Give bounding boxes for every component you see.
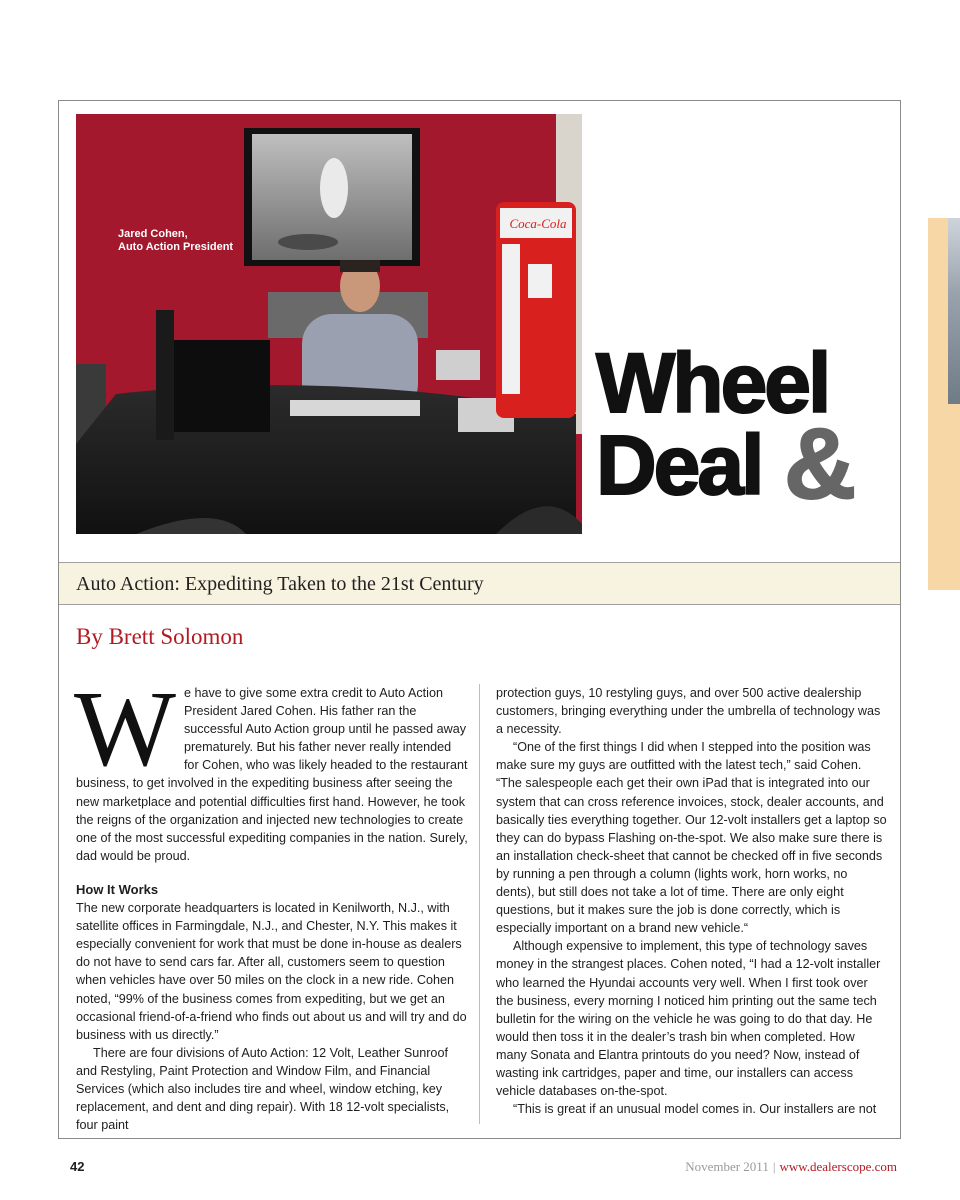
paragraph-7: “This is great if an unusual model comes in. Our installers are not (513, 1102, 877, 1117)
paragraph-6: Although expensive to implement, this type of technology saves money in the strangest places. Cohen noted, “I had a 12-volt installer who learned the Hyundai accounts very well. When I first took over the business, every morning I noticed him printing out the same tech bulletin for the wiring on the vehicle he was going to do that day. He would then toss it in the dealer’s trash bin when completed. How many Sonata and Elantra printouts do you need? Now, instead of wasting ink cartridges, paper and time, our installers can access vehicle databases on-the-spot. (496, 939, 881, 1099)
article-column-right (496, 684, 888, 1118)
paragraph-5: “One of the first things I did when I stepped into the position was make sure my guys are outfitted with the latest tech,” said Cohen. “The salespeople each get their own iPad that is integrated into our system that can cross reference invoices, stock, dealer accounts, and basically ties everything together. Our 12-volt installers get a laptop so they can do bypass Flashing on-the-spot. We also make sure there is an installation check-sheet that cannot be checked off in five seconds by running a pen through a column (lights work, horn works, no dents), but still does not take a lot of time. There are only eight questions, but it makes sure the job is done correctly, which is especially important on a brand new vehicle.“ (496, 740, 887, 936)
adjacent-page-photo (948, 218, 960, 404)
paragraph-4: protection guys, 10 restyling guys, and over 500 active dealership customers, bringing everything under the umbrella of technology was a necessity. (496, 686, 881, 737)
footer-info (685, 1159, 897, 1175)
byline: By Brett Solomon (76, 624, 244, 649)
paragraph-3: There are four divisions of Auto Action: 12 Volt, Leather Sunroof and Restyling, Paint Protection and Window Film, and Financial Services (which also includes tire and wheel, window etching, key replacement, and dent and ding repair). With 18 12-volt specialists, four paint (76, 1045, 450, 1133)
drop-cap: W (74, 670, 176, 789)
footer-date: November 2011 (685, 1159, 769, 1174)
title-line-2: Deal (596, 418, 762, 512)
adjacent-page-strip (928, 218, 960, 590)
paragraph-2: The new corporate headquarters is located in Kenilworth, N.J., with satellite offices in Farmingdale, N.J., and Chester, N.Y. This makes it especially convenient for work that must be done in-house as dealers do not have to send cars far. After all, customers seem to question when vehicles have over 50 miles on the clock in a new ride. Cohen noted, “99% of the business comes from expediting, but we get an occasional friend-of-a-friend who finds out about us and will try and do business with us directly.” (76, 901, 467, 1042)
coke-logo-text: Coca-Cola (509, 216, 567, 231)
subtitle-band (59, 562, 900, 605)
caption-role: Auto Action President (118, 241, 234, 253)
title-line-1: Wheel (596, 336, 829, 430)
article-column-left (74, 670, 468, 1134)
office-photo-illustration (76, 114, 582, 534)
photo-caption (118, 228, 233, 254)
paragraph-1-text: e have to give some extra credit to Auto Action President Jared Cohen. His father ran the successful Auto Action group until he passed away prematurely. But his father never really intended for Cohen, who was likely headed to the restaurant business, to get involved in the expediting business after seeing the new marketplace and potential difficulties first hand. However, he took the reigns of the organization and injected new technologies to create one of the most successful expediting companies in the nation. Surely, dad would be proud. (76, 686, 468, 863)
paragraph-1 (74, 670, 468, 865)
footer-separator: | (772, 1159, 776, 1174)
column-divider (479, 684, 480, 1124)
caption-name: Jared Cohen, (118, 228, 188, 240)
title-ampersand: & (784, 408, 857, 520)
subtitle: Auto Action: Expediting Taken to the 21st Century (76, 573, 484, 595)
footer-website-link[interactable]: www.dealerscope.com (779, 1159, 897, 1174)
section-heading: How It Works (76, 881, 159, 897)
office-photo (76, 114, 582, 534)
page-number: 42 (70, 1159, 85, 1174)
